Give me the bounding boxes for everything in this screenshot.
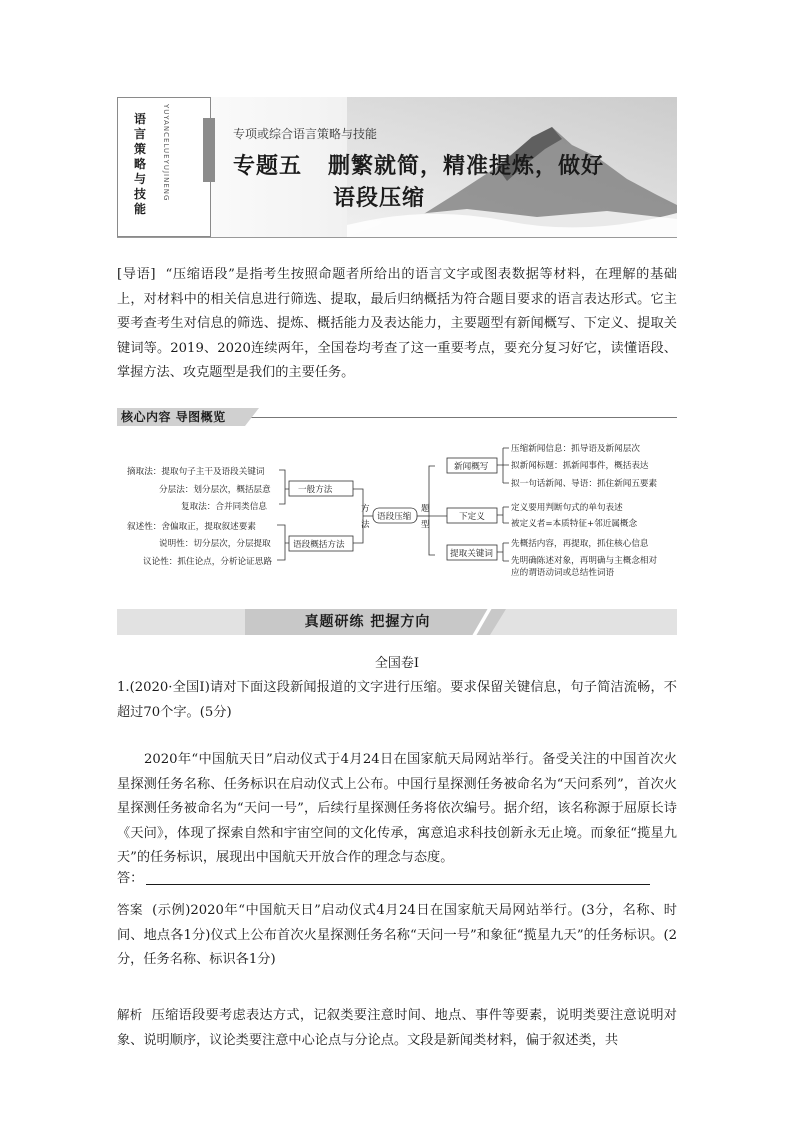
section2-tab-corner	[490, 609, 506, 635]
intro-text: “压缩语段”是指考生按照命题者所给出的语言文字或图表数据等材料，在理解的基础上，对材料中的相关信息进行筛选、提取，最后归纳概括为符合题目要求的语言表达形式。它主要考查考生对信息的筛选、提炼、概括能力及表达能力，主要题型有新闻概写、下定义、提取关键词等。2019、2020连续两年，全国卷均考查了这一重要考点，要充分复习好它，读懂语段、掌握方法、攻克题型是我们的主要任务。	[117, 267, 677, 381]
connector-left-char1: 方	[361, 504, 370, 514]
side-pinyin: YUYANCELUEYUJINENG	[162, 104, 170, 202]
method1-item3: 复取法：合并同类信息	[181, 502, 267, 512]
analysis-label: 解析	[117, 1007, 143, 1022]
intro-paragraph	[117, 263, 677, 386]
method1-name: 一般方法	[298, 485, 333, 495]
method1-item1: 摘取法：提取句子主干及语段关键词	[127, 467, 265, 477]
type2-item2: 被定义者=本质特征+邻近属概念	[511, 519, 638, 529]
section1-title: 核心内容 导图概览	[117, 408, 245, 426]
section1-tab-corner	[245, 408, 259, 426]
method2-item1: 叙述性：舍偏取正，提取叙述要素	[127, 522, 256, 532]
analysis-paragraph	[117, 1003, 677, 1053]
type1-bracket	[497, 448, 509, 483]
method2-bracket	[277, 525, 289, 560]
type2-name: 下定义	[459, 512, 485, 522]
answer-text: (示例)2020年“中国航天日”启动仪式4月24日在国家航天局网站举行。(3分，名称、时间、地点各1分)仪式上公布首次火星探测任务名称“天问一号”和象征“揽星九天”的任务标识。(2分，任务名称、标识各1分)	[117, 903, 677, 968]
connector-right-char2: 型	[421, 520, 430, 530]
type2-bracket	[497, 507, 509, 523]
answer-blank-line	[146, 884, 650, 885]
method2-item3: 议论性：抓住论点，分析论证思路	[143, 557, 272, 567]
type2-item1: 定义要用判断句式的单句表述	[511, 503, 623, 513]
type1-item1: 压缩新闻信息：抓导语及新闻层次	[511, 444, 640, 454]
type3-item3: 应的谓语动词或总结性词语	[511, 568, 615, 578]
title-accent-bar	[203, 118, 215, 182]
answer-prompt: 答：	[117, 871, 144, 886]
method-connector	[353, 489, 373, 543]
type3-item1: 先概括内容，再提取，抓住核心信息	[511, 539, 649, 549]
news-passage: 2020年“中国航天日”启动仪式于4月24日在国家航天局网站举行。备受关注的中国首次火星探测任务名称、任务标识在启动仪式上公布。中国行星探测任务被命名为“天问系列”，首次火星探测任务被命名为“天问一号”，后续行星探测任务将依次编号。据介绍，该名称源于屈原长诗《天问》，体现了探索自然和宇宙空间的文化传承，寓意追求科技创新永无止境。而象征“揽星九天”的任务标识，展现出中国航天开放合作的理念与态度。	[117, 752, 677, 866]
connector-right-char1: 题	[421, 504, 430, 514]
type3-name: 提取关键词	[450, 549, 493, 559]
topic-label: 专题五	[233, 154, 303, 179]
connector-left-char2: 法	[361, 520, 370, 530]
section2-title: 真题研练 把握方向	[304, 614, 431, 630]
intro-label: [导语]	[117, 267, 156, 282]
header-subtitle: 专项或综合语言策略与技能	[233, 127, 378, 141]
type3-bracket	[497, 543, 509, 561]
method1-item2: 分层法：划分层次，概括层意	[159, 485, 271, 495]
method2-name: 语段概括方法	[293, 540, 345, 550]
mind-map	[117, 437, 677, 600]
answer-label: 答案	[117, 902, 144, 917]
type1-item3: 拟一句话新闻、导语：抓住新闻五要素	[511, 479, 658, 489]
method2-item2: 说明性：切分层次，分层提取	[159, 539, 271, 549]
type-bracket	[429, 466, 447, 555]
title-text-line1: 删繁就简，精准提炼，做好	[328, 154, 605, 179]
type1-name: 新闻概写	[454, 462, 489, 472]
side-label: 语言策略与技能	[133, 112, 146, 216]
page-title-line1	[233, 149, 604, 180]
question-1: 1.(2020·全国Ⅰ)请对下面这段新闻报道的文字进行压缩。要求保留关键信息，句子简洁流畅，不超过70个字。(5分)	[117, 680, 677, 720]
type3-item2: 先明确陈述对象，再明确与主概念相对	[511, 556, 658, 566]
page-title-line2: 语段压缩	[333, 186, 426, 211]
mind-map-svg	[117, 437, 677, 600]
analysis-text: 压缩语段要考虑表达方式，记叙类要注意时间、地点、事件等要素，说明类要注意说明对象、说明顺序，议论类要注意中心论点与分论点。文段是新闻类材料，偏于叙述类，共	[117, 1008, 677, 1048]
center-label: 语段压缩	[377, 512, 412, 522]
type1-item2: 拟新闻标题：抓新闻事件，概括表达	[511, 461, 649, 471]
method1-bracket	[279, 470, 289, 504]
answer-paragraph	[117, 898, 677, 973]
exam-volume-heading: 全国卷Ⅰ	[374, 656, 420, 671]
